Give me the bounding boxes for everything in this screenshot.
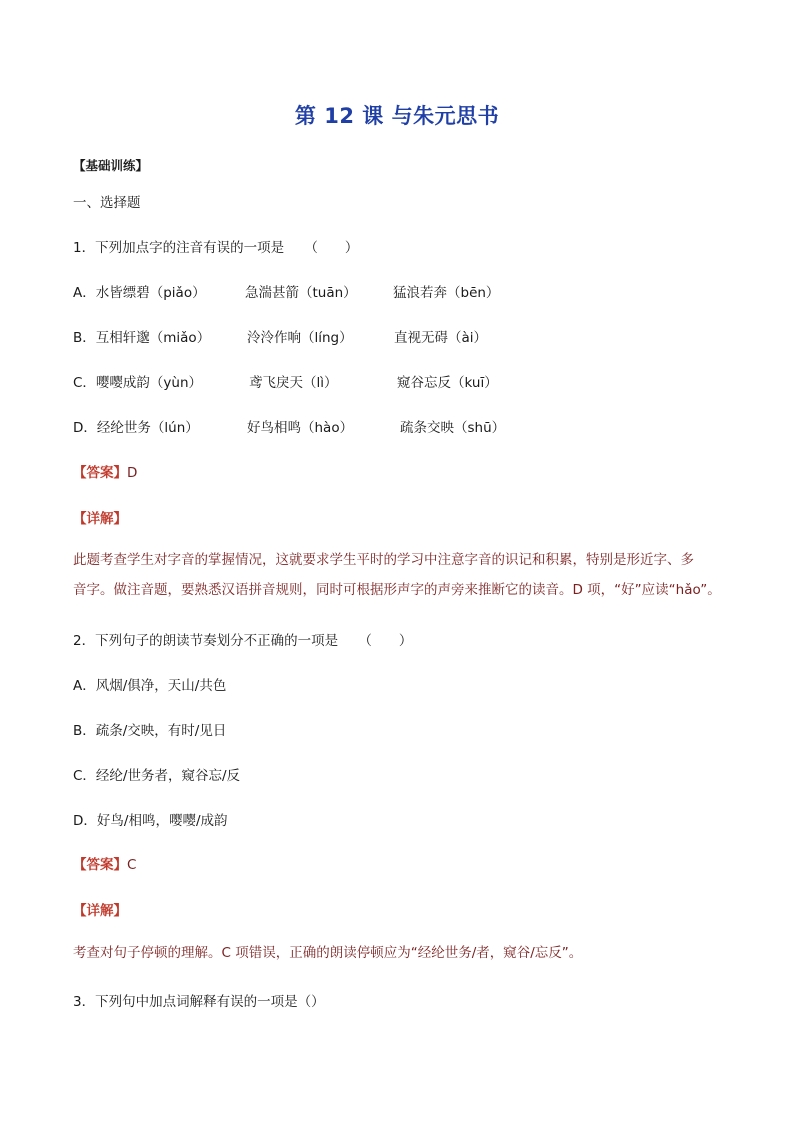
q1-option-b-2: 泠泠作响（líng）: [247, 330, 353, 346]
answer-value: D: [127, 465, 138, 481]
q1-option-d-2: 好鸟相鸣（hào）: [247, 420, 354, 436]
q2-detail-line-1: 考查对句子停顿的理解。C 项错误，正确的朗读停顿应为“经纶世务/者，窥谷/忘反”。: [73, 945, 583, 961]
q1-detail-line-1: 此题考查学生对字音的掌握情况，这就要求学生平时的学习中注意字音的识记和积累，特别是形近字、多: [73, 552, 694, 568]
question-1-stem: 1．下列加点字的注音有误的一项是 （ ）: [73, 240, 359, 256]
q1-option-d-3: 疏条交映（shū）: [400, 420, 506, 436]
q2-answer: [73, 853, 136, 873]
answer-label: 【答案】: [73, 465, 127, 481]
page-title: 第 12 课 与朱元思书: [294, 104, 500, 128]
q1-option-c-3: 窥谷忘反（kuī）: [397, 375, 498, 391]
q1-option-a-3: 猛浪若奔（bēn）: [393, 285, 500, 301]
answer-label: 【答案】: [73, 857, 127, 873]
q1-detail-text: [73, 545, 733, 605]
part-heading: 一、选择题: [73, 195, 141, 211]
q2-option-a: A．风烟/俱净，天山/共色: [73, 678, 227, 694]
q1-option-a-2: 急湍甚箭（tuān）: [245, 285, 357, 301]
q1-option-d-1: D．经纶世务（lún）: [73, 420, 199, 436]
question-2-stem: 2．下列句子的朗读节奏划分不正确的一项是 （ ）: [73, 633, 413, 649]
q1-option-a-1: A．水皆缥碧（piǎo）: [73, 285, 206, 301]
q2-option-d: D．好鸟/相鸣，嘤嘤/成韵: [73, 813, 228, 829]
q2-detail-label: 【详解】: [73, 903, 127, 919]
q1-detail-label: 【详解】: [73, 511, 127, 527]
section-label: 【基础训练】: [73, 158, 149, 173]
q1-detail-line-2: 音字。做注音题，要熟悉汉语拼音规则，同时可根据形声字的声旁来推断它的读音。D 项，“好”应读“hǎo”。: [73, 582, 721, 598]
q1-option-c-1: C．嘤嘤成韵（yùn）: [73, 375, 203, 391]
q2-option-b: B．疏条/交映，有时/见日: [73, 723, 227, 739]
q1-answer: [73, 461, 137, 481]
q1-option-c-2: 鸢飞戾天（lì）: [249, 375, 338, 391]
q1-option-b-1: B．互相轩邈（miǎo）: [73, 330, 211, 346]
question-3-stem: 3．下列句中加点词解释有误的一项是（）: [73, 994, 325, 1010]
q1-option-b-3: 直视无碍（ài）: [394, 330, 488, 346]
answer-value: C: [127, 857, 137, 873]
q2-detail-text: [73, 938, 733, 968]
q2-option-c: C．经纶/世务者，窥谷忘/反: [73, 768, 241, 784]
